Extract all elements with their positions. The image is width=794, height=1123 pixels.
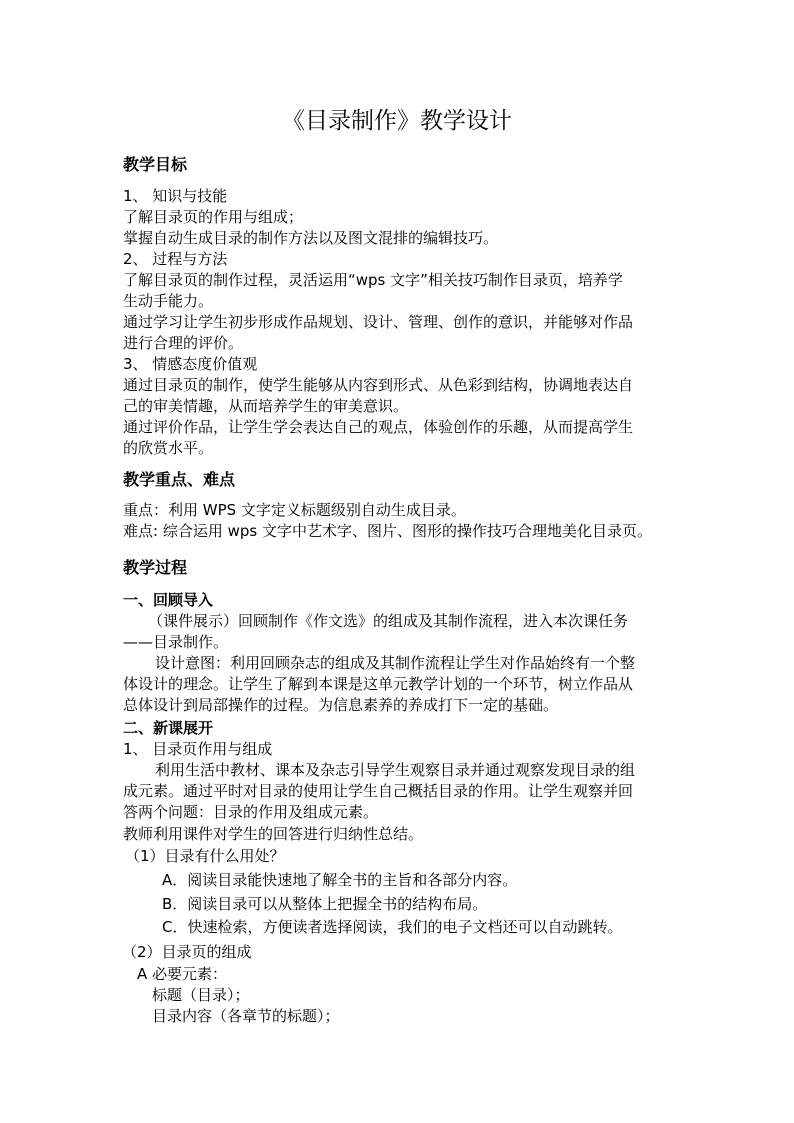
part2-line: 标题（目录）；	[152, 986, 250, 1004]
part2-line: A 必要元素：	[137, 965, 228, 983]
part1-line: 体设计的理念。让学生了解到本课是这单元教学计划的一个环节，树立作品从	[123, 675, 634, 693]
part2-line: （2）目录页的组成	[122, 943, 252, 961]
part2-line: C．快速检索，方便读者选择阅读，我们的电子文档还可以自动跳转。	[162, 918, 623, 936]
part1-line: ——目录制作。	[123, 633, 229, 651]
keypoints-heading: 教学重点、难点	[123, 470, 236, 489]
part2-line: B．阅读目录可以从整体上把握全书的结构布局。	[162, 895, 488, 913]
goals-line: 己的审美情趣，从而培养学生的审美意识。	[123, 397, 409, 415]
goals-line: 通过评价作品，让学生学会表达自己的观点，体验创作的乐趣，从而提高学生	[123, 418, 634, 436]
part2-line: （1）目录有什么用处？	[125, 847, 285, 865]
goals-line: 了解目录页的作用与组成；	[123, 208, 304, 226]
goals-line: 1、 知识与技能	[123, 187, 228, 205]
part2-line: 成元素。通过平时对目录的使用让学生自己概括目录的作用。让学生观察并回	[123, 782, 634, 800]
part2-line: 1、 目录页作用与组成	[123, 740, 273, 758]
goals-line: 了解目录页的制作过程，灵活运用“wps 文字”相关技巧制作目录页，培养学	[123, 271, 623, 289]
goals-line: 2、 过程与方法	[123, 250, 228, 268]
part2-line: 答两个问题：目录的作用及组成元素。	[123, 803, 379, 821]
goals-heading: 教学目标	[123, 155, 188, 174]
part2-line: A．阅读目录能快速地了解全书的主旨和各部分内容。	[162, 871, 518, 889]
part1-line: 设计意图：利用回顾杂志的组成及其制作流程让学生对作品始终有一个整	[155, 654, 636, 672]
goals-line: 生动手能力。	[123, 292, 214, 310]
goals-line: 掌握自动生成目录的制作方法以及图文混排的编辑技巧。	[123, 229, 499, 247]
document-title: 《目录制作》教学设计	[282, 108, 512, 134]
part1-heading: 一、回顾导入	[123, 591, 214, 609]
keypoints-line: 重点：利用 WPS 文字定义标题级别自动生成目录。	[123, 501, 466, 519]
part2-line: 教师利用课件对学生的回答进行归纳性总结。	[123, 825, 424, 843]
part2-heading: 二、新课展开	[123, 719, 214, 737]
goals-line: 通过目录页的制作，使学生能够从内容到形式、从色彩到结构，协调地表达自	[123, 376, 634, 394]
goals-line: 通过学习让学生初步形成作品规划、设计、管理、创作的意识，并能够对作品	[123, 313, 634, 331]
part2-line: 利用生活中教材、课本及杂志引导学生观察目录并通过观察发现目录的组	[155, 761, 636, 779]
part2-line: 目录内容（各章节的标题）；	[152, 1007, 340, 1025]
part1-line: 总体设计到局部操作的过程。为信息素养的养成打下一定的基础。	[123, 696, 559, 714]
goals-line: 进行合理的评价。	[123, 334, 244, 352]
part1-line: （课件展示）回顾制作《作文选》的组成及其制作流程，进入本次课任务	[148, 612, 629, 630]
goals-line: 3、 情感态度价值观	[123, 355, 258, 373]
process-heading: 教学过程	[123, 558, 188, 577]
keypoints-line: 难点: 综合运用 wps 文字中艺术字、图片、图形的操作技巧合理地美化目录页。	[123, 522, 652, 540]
goals-line: 的欣赏水平。	[123, 439, 214, 457]
